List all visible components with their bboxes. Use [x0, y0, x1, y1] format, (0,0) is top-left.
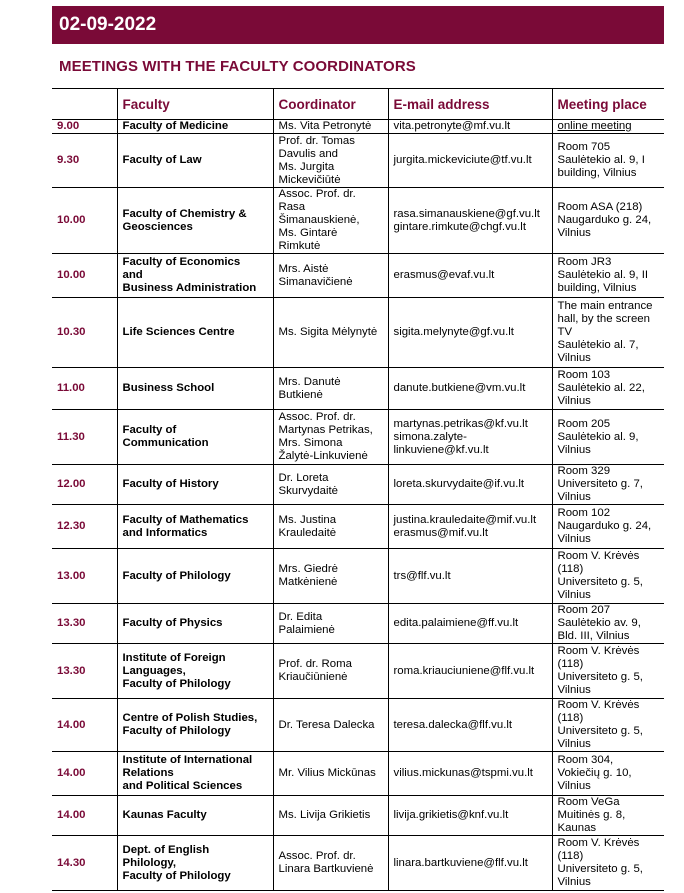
place-cell [552, 836, 664, 891]
time-cell [52, 752, 117, 796]
email-cell-text: livija.grikietis@knf.vu.lt [393, 809, 509, 821]
place-cell-text: Room JR3 Saulėtekio al. 9, II building, Vilnius [557, 256, 649, 294]
place-cell-text[interactable]: online meeting [557, 120, 632, 132]
place-cell-text: Room V. Krėvės (118) Universiteto g. 5, Vilnius [557, 550, 643, 601]
time-cell-text: 13.30 [57, 617, 86, 629]
table-row [52, 410, 664, 465]
place-cell [552, 505, 664, 549]
email-cell-text: jurgita.mickeviciute@tf.vu.lt [393, 154, 532, 166]
faculty-cell [117, 465, 273, 505]
coordinator-cell-text: Ms. Sigita Mėlynytė [278, 326, 378, 338]
header-coordinator: Coordinator [273, 89, 388, 120]
coordinator-cell [273, 120, 388, 134]
coordinator-cell [273, 188, 388, 254]
time-cell-text: 10.00 [57, 269, 86, 281]
faculty-cell-text: Business School [122, 382, 215, 394]
header-email: E-mail address [388, 89, 552, 120]
time-cell [52, 699, 117, 752]
time-cell-text: 9.30 [57, 154, 80, 166]
email-cell-text: loreta.skurvydaite@if.vu.lt [393, 478, 525, 490]
faculty-cell-text: Kaunas Faculty [122, 809, 207, 821]
time-cell-text: 12.00 [57, 478, 86, 490]
faculty-cell-text: Faculty of Law [122, 154, 202, 166]
faculty-cell [117, 298, 273, 368]
time-cell [52, 836, 117, 891]
coordinator-cell-text: Mrs. Aistė Simanavičienė [278, 262, 353, 288]
coordinator-cell [273, 604, 388, 644]
coordinator-cell [273, 796, 388, 836]
email-cell-text: vita.petronyte@mf.vu.lt [393, 120, 511, 132]
coordinator-cell-text: Dr. Edita Palaimienė [278, 610, 335, 636]
table-row [52, 796, 664, 836]
email-cell-text: trs@flf.vu.lt [393, 569, 451, 582]
faculty-cell-text: Faculty of Medicine [122, 120, 229, 132]
email-cell-text: rasa.simanauskiene@gf.vu.lt gintare.rimkute@chgf.vu.lt [393, 207, 540, 233]
email-cell [388, 836, 552, 891]
place-cell-text: The main entrance hall, by the screen TV Saulėtekio al. 7, Vilnius [557, 300, 653, 364]
coordinator-cell-text: Mr. Vilius Mickūnas [278, 767, 376, 779]
time-cell-text: 10.30 [57, 326, 86, 338]
schedule-table [52, 88, 664, 891]
table-row [52, 188, 664, 254]
email-cell [388, 465, 552, 505]
faculty-cell [117, 505, 273, 549]
place-cell-text: Room 207 Saulėtekio av. 9, Bld. III, Vilnius [557, 604, 641, 642]
table-row [52, 549, 664, 604]
faculty-cell-text: Faculty of Physics [122, 617, 223, 629]
coordinator-cell [273, 699, 388, 752]
email-cell-text: sigita.melynyte@gf.vu.lt [393, 326, 514, 338]
table-row [52, 699, 664, 752]
place-cell [552, 549, 664, 604]
coordinator-cell-text: Assoc. Prof. dr. Linara Bartkuvienė [278, 850, 374, 875]
faculty-cell [117, 604, 273, 644]
place-cell [552, 134, 664, 188]
faculty-cell [117, 254, 273, 298]
table-row [52, 465, 664, 505]
faculty-cell [117, 549, 273, 604]
place-cell-text: Room 304, Vokiečių g. 10, Vilnius [557, 754, 632, 792]
faculty-cell-text: Faculty of Mathematics and Informatics [122, 513, 249, 539]
place-cell-text: Room 103 Saulėtekio al. 22, Vilnius [557, 369, 645, 407]
table-row [52, 505, 664, 549]
email-cell-text: teresa.dalecka@flf.vu.lt [393, 718, 513, 731]
coordinator-cell-text: Dr. Loreta Skurvydaitė [278, 471, 339, 497]
header-place: Meeting place [552, 89, 664, 120]
time-cell-text: 12.30 [57, 520, 86, 532]
place-cell-text: Room 205 Saulėtekio al. 9, Vilnius [557, 417, 639, 456]
place-cell [552, 410, 664, 465]
faculty-cell [117, 752, 273, 796]
place-cell-text: Room 102 Naugarduko g. 24, Vilnius [557, 507, 652, 545]
coordinator-cell-text: Prof. dr. Tomas Davulis and Ms. Jurgita Mickevičiūtė [278, 134, 355, 186]
faculty-cell-text: Centre of Polish Studies, Faculty of Philology [122, 712, 258, 737]
coordinator-cell [273, 134, 388, 188]
time-cell [52, 188, 117, 254]
coordinator-cell-text: Assoc. Prof. dr. Martynas Petrikas, Mrs. Simona Žalytė-Linkuvienė [278, 411, 373, 462]
table-row [52, 120, 664, 134]
coordinator-cell [273, 836, 388, 891]
email-cell [388, 368, 552, 410]
email-cell-text: justina.krauledaite@mif.vu.lt erasmus@mif.vu.lt [393, 513, 537, 539]
coordinator-cell [273, 254, 388, 298]
header-time [52, 89, 117, 120]
table-row [52, 604, 664, 644]
email-cell [388, 298, 552, 368]
table-header-row [52, 89, 664, 120]
time-cell-text: 14.30 [57, 856, 86, 869]
email-cell-text: martynas.petrikas@kf.vu.lt simona.zalyte- linkuviene@kf.vu.lt [393, 417, 528, 456]
place-cell [552, 644, 664, 699]
faculty-cell-text: Faculty of Philology [122, 569, 231, 582]
email-cell [388, 752, 552, 796]
time-cell [52, 368, 117, 410]
email-cell-text: linara.bartkuviene@flf.vu.lt [393, 856, 528, 869]
table-row [52, 134, 664, 188]
coordinator-cell-text: Dr. Teresa Dalecka [278, 718, 375, 731]
time-cell [52, 796, 117, 836]
faculty-cell [117, 120, 273, 134]
coordinator-cell [273, 752, 388, 796]
place-cell-text: Room ASA (218) Naugarduko g. 24, Vilnius [557, 201, 652, 239]
email-cell [388, 796, 552, 836]
time-cell-text: 14.00 [57, 767, 86, 779]
faculty-cell-text: Life Sciences Centre [122, 326, 235, 338]
time-cell-text: 11.30 [57, 430, 85, 443]
faculty-cell [117, 410, 273, 465]
email-cell [388, 188, 552, 254]
place-cell-text: Room 329 Universiteto g. 7, Vilnius [557, 465, 643, 503]
coordinator-cell-text: Ms. Livija Grikietis [278, 809, 371, 821]
coordinator-cell-text: Mrs. Danutė Butkienė [278, 375, 341, 401]
email-cell [388, 134, 552, 188]
place-cell [552, 465, 664, 505]
coordinator-cell [273, 549, 388, 604]
time-cell [52, 505, 117, 549]
coordinator-cell [273, 465, 388, 505]
time-cell-text: 11.00 [57, 382, 85, 394]
email-cell [388, 644, 552, 699]
email-cell-text: danute.butkiene@vm.vu.lt [393, 382, 526, 394]
coordinator-cell [273, 368, 388, 410]
time-cell [52, 134, 117, 188]
place-cell-text: Room V. Krėvės (118) Universiteto g. 5, Vilnius [557, 837, 643, 888]
place-cell-text: Room V. Krėvės (118) Universiteto g. 5, Vilnius [557, 645, 643, 696]
time-cell-text: 9.00 [57, 120, 80, 132]
coordinator-cell-text: Mrs. Giedrė Matkėnienė [278, 563, 338, 588]
place-cell [552, 796, 664, 836]
coordinator-cell-text: Assoc. Prof. dr. Rasa Šimanauskienė, Ms. Gintarė Rimkutė [278, 188, 360, 252]
place-cell [552, 188, 664, 254]
date-banner [52, 6, 664, 44]
faculty-cell-text: Faculty of Economics and Business Administration [122, 256, 257, 294]
faculty-cell [117, 836, 273, 891]
time-cell-text: 14.00 [57, 718, 86, 731]
table-row [52, 298, 664, 368]
place-cell[interactable] [552, 120, 664, 134]
email-cell-text: roma.kriauciuniene@flf.vu.lt [393, 664, 535, 677]
time-cell [52, 549, 117, 604]
faculty-cell [117, 368, 273, 410]
place-cell [552, 699, 664, 752]
faculty-cell-text: Faculty of Chemistry & Geosciences [122, 207, 247, 233]
coordinator-cell-text: Ms. Vita Petronytė [278, 120, 372, 132]
time-cell [52, 120, 117, 134]
email-cell-text: vilius.mickunas@tspmi.vu.lt [393, 767, 533, 779]
time-cell [52, 465, 117, 505]
time-cell-text: 14.00 [57, 809, 86, 821]
time-cell [52, 298, 117, 368]
faculty-cell-text: Institute of Foreign Languages, Faculty of Philology [122, 651, 231, 690]
table-row [52, 752, 664, 796]
place-cell-text: Room V. Krėvės (118) Universiteto g. 5, Vilnius [557, 699, 643, 750]
coordinator-cell-text: Prof. dr. Roma Kriaučiūnienė [278, 658, 352, 683]
time-cell [52, 254, 117, 298]
coordinator-cell [273, 644, 388, 699]
time-cell-text: 13.00 [57, 569, 86, 582]
date-text: 02-09-2022 [59, 14, 157, 35]
email-cell [388, 549, 552, 604]
faculty-cell-text: Faculty of History [122, 478, 219, 490]
faculty-cell-text: Faculty of Communication [122, 424, 209, 449]
email-cell-text: edita.palaimiene@ff.vu.lt [393, 617, 519, 629]
page-title: MEETINGS WITH THE FACULTY COORDINATORS [59, 58, 416, 75]
coordinator-cell-text: Ms. Justina Krauledaitė [278, 513, 337, 539]
coordinator-cell [273, 410, 388, 465]
table-row [52, 368, 664, 410]
email-cell [388, 604, 552, 644]
place-cell [552, 298, 664, 368]
time-cell [52, 604, 117, 644]
faculty-cell [117, 644, 273, 699]
email-cell [388, 254, 552, 298]
table-row [52, 644, 664, 699]
header-faculty: Faculty [117, 89, 273, 120]
faculty-cell [117, 796, 273, 836]
email-cell [388, 699, 552, 752]
email-cell-text: erasmus@evaf.vu.lt [393, 269, 495, 281]
time-cell [52, 410, 117, 465]
coordinator-cell [273, 298, 388, 368]
time-cell-text: 10.00 [57, 214, 86, 226]
time-cell [52, 644, 117, 699]
faculty-cell [117, 188, 273, 254]
place-cell [552, 254, 664, 298]
place-cell [552, 752, 664, 796]
coordinator-cell [273, 505, 388, 549]
faculty-cell-text: Institute of International Relations and Political Sciences [122, 754, 253, 792]
place-cell-text: Room 705 Saulėtekio al. 9, I building, Vilnius [557, 141, 645, 179]
time-cell-text: 13.30 [57, 664, 86, 677]
place-cell [552, 368, 664, 410]
place-cell-text: Room VeGa Muitinės g. 8, Kaunas [557, 796, 626, 834]
email-cell [388, 505, 552, 549]
faculty-cell [117, 134, 273, 188]
place-cell [552, 604, 664, 644]
table-row [52, 254, 664, 298]
faculty-cell-text: Dept. of English Philology, Faculty of Philology [122, 843, 231, 882]
email-cell [388, 120, 552, 134]
table-row [52, 836, 664, 891]
email-cell [388, 410, 552, 465]
faculty-cell [117, 699, 273, 752]
